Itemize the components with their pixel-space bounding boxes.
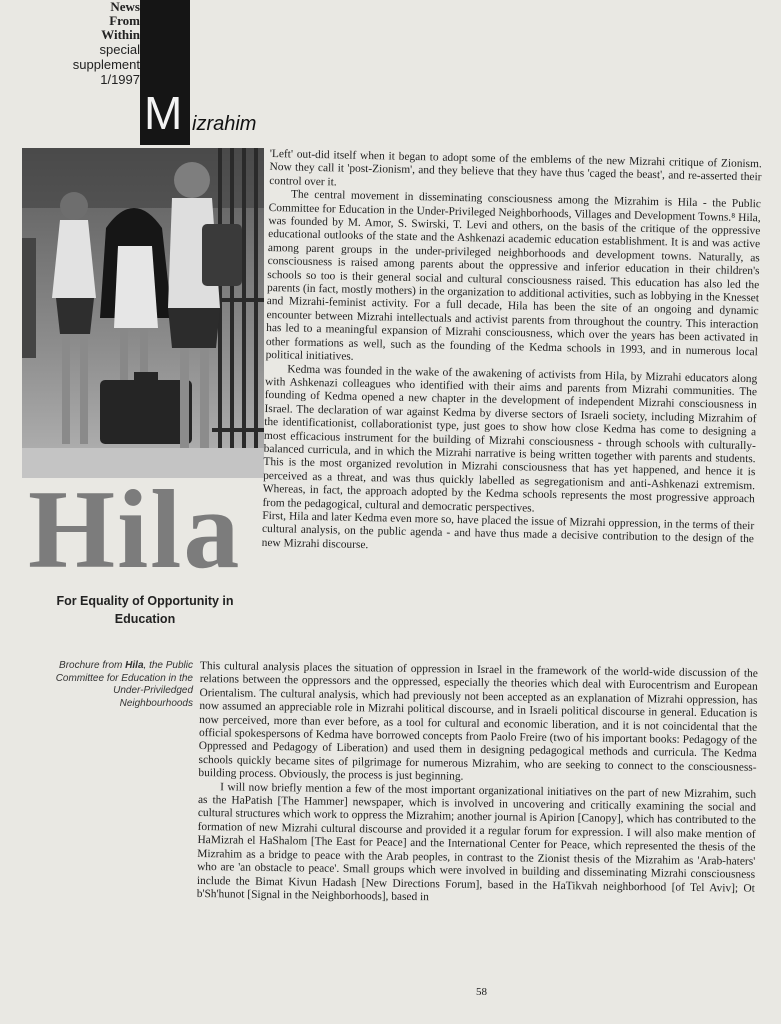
paragraph: Kedma was founded in the wake of the awakening of activists from Hila, by Mizrahi educators along with Ashkenazi colleagues who identified with their aims and parents from Mizrahi communities. The founding of Kedma opened a new chapter in the development of independent Mizrahi consciousness in Israel. The declaration of war against Kedma by diverse sectors of Israeli society, including Mizrahim of the identificationist, collaborationist type, just goes to show how close Kedma has come to designing a most efficacious instrument for the building of Mizrahi consciousness - through schools with culturally-balanced curricula, and in which the Mizrahi narrative is being written together with parents and students. This is the most organized revolution in Mizrahi consciousness that has yet happened, and hence it is perceived as a threat, and was thus quickly labelled as segregationism and anti-Ashkenazi extremism. Whereas, in fact, the approach adopted by the Kedma schools represents the most progressive approach from the pedagogical, cultural and democratic perspectives. [262,362,758,515]
body-text-upper [262,148,762,560]
masthead-line: News [110,0,140,14]
masthead-line: From [109,13,140,28]
caption-post: , the Public Committee for Education in the Under-Priviledged Neighbourhoods [55,660,193,709]
masthead-line: special [99,42,140,57]
photo-caption [55,660,193,710]
section-title: izrahim [192,113,257,135]
page-number: 58 [476,986,487,998]
paragraph: The central movement in disseminating consciousness among the Mizrahim is Hila - the Public Committee for Education in the Under-Privileged Neighborhoods, Villages and Development Towns.⁸ Hila, was founded by M. Amor, S. Swirski, T. Levi and others, on the basis of the critique of the oppressive educational outlooks of the state and the Ashkenazi academic education establishment. It is and was active among parent groups in the under-privileged neighborhoods and development towns. Naturally, as consciousness is raised among parents about the oppressive and inferior education in their children's schools so too is their general social and cultural consciousness raised. This education has also led the parents (in fact, mostly mothers) in the organization to additional activities, such as lobbying in the Knesset and Mizrahi-feminist activity. For a full decade, Hila has been the site of an ongoing and dynamic encounter between Mizrahi intellectuals and activist parents from throughout the country. This interaction has led to a meaningful expansion of Mizrahi consciousness, which over the years has been activated in other formations as well, such as the founding of the Kedma schools in 1993, and in numerous local political initiatives. [265,188,762,363]
children-photo [22,148,264,478]
masthead-date: 1/1997 [100,72,140,87]
caption-pre: Brochure from [59,660,126,671]
paragraph: I will now briefly mention a few of the most important organizational initiatives on the part of new Mizrahim, such as the HaPatish [The Hammer] newspaper, which is involved in uncovering and critically examining the social and cultural structures which work to oppress the Mizrahim; another journal is Apirion [Canopy], which has contributed to the formation of new Mizrahi cultural discourse and provided it a regular forum for expression. I will also make mention of HaMizrah el HaShalom [The East for Peace] and the International Center for Peace, which represented the thesis of the Mizrahim as a bridge to peace with the Arab peoples, in contrast to the Zionist thesis of the Mizrahim as 'Arab-haters' who are 'an obstacle to peace'. Small groups which were involved in building and disseminating Mizrahi consciousness include the Bimat Kivun Hadash [New Directions Forum], based in the HaTikvah neighborhood [of Tel Aviv]; Ot b'Sh'hunot [Signal in the Neighborhoods], based in [196,780,757,904]
paragraph: First, Hila and later Kedma even more so, have placed the issue of Mizrahi oppression, in the terms of their cultural analysis, on the public agenda - and have thus made a decisive contribution to the design of the new Mizrahi discourse. [261,509,755,551]
masthead [50,0,140,87]
big-title: Hila [28,468,242,592]
paragraph: 'Left' out-did itself when it began to adopt some of the emblems of the new Mizrahi critique of Zionism. Now they call it 'post-Zionism', and they believe that they have thus 'caged the beast', and re-asserted their control over it. [269,148,762,189]
tagline: For Equality of Opportunity in Education [56,594,234,626]
body-text-lower [197,660,758,909]
masthead-line: supplement [72,57,140,72]
masthead-line: Within [101,27,140,42]
paragraph: This cultural analysis places the situation of oppression in Israel in the framework of the world-wide discussion of the relations between the oppressors and the oppressed, especially the theories which deal with Eurocentrism and European Orientalism. The cultural analysis, which had previously not been accepted as an explanation of Mizrahi oppression, has now assumed an appreciable role in Mizrahi political discourse, and in Israeli political discourse in general. Education is now perceived, more than ever before, as a tool for cultural and economic liberation, and it is not coincidental that the official spokespersons of Kedma have borrowed concepts from Paolo Freire (two of his important books: Pedagogy of the Oppressed and Pedagogy of Liberation) and used them in designing pedagogical methods and curricula. The Kedma schools quickly became sites of pilgrimage for numerous Mizrahim, who are seeking to connect to the consciousness- building process. Obviously, the process is just beginning. [198,660,758,783]
caption-name: Hila [125,660,144,671]
section-initial: M [144,87,183,139]
